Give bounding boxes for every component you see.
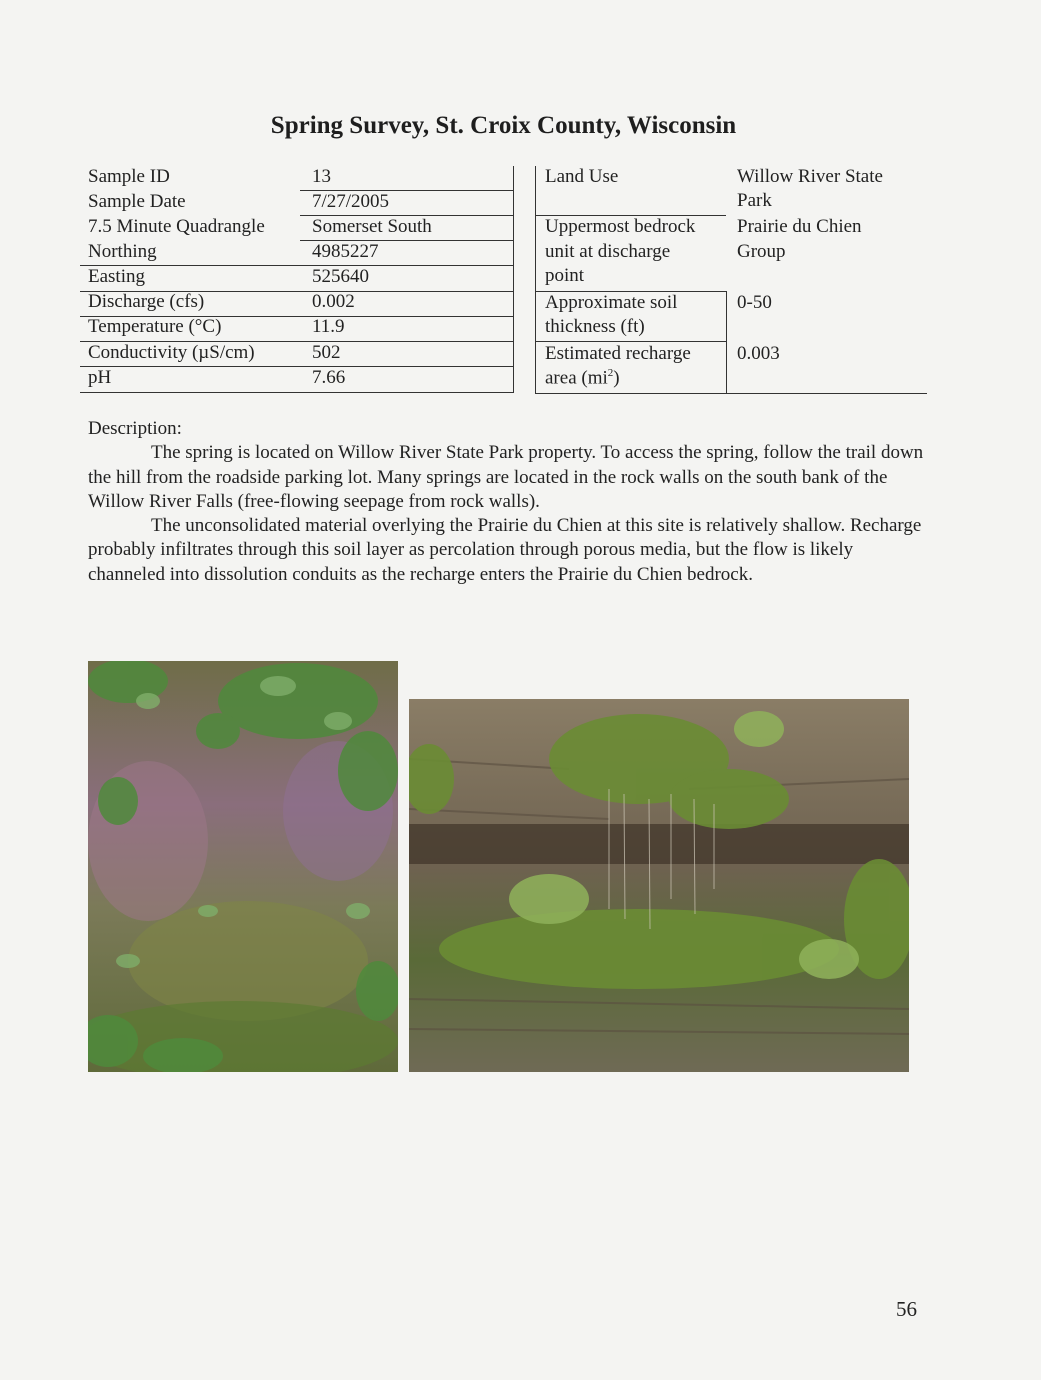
spring-photo-right [409, 699, 909, 1072]
land-use-value-line2: Park [737, 190, 772, 211]
spring-photo-left [88, 661, 398, 1072]
row-rule [80, 392, 513, 393]
rock-wall-vegetation-image [88, 661, 398, 1072]
row-label-northing: Northing [88, 241, 157, 262]
description-section [88, 417, 928, 587]
row-label-sample-date: Sample Date [88, 191, 186, 212]
soil-label-line2: thickness (ft) [545, 316, 645, 337]
row-label-easting: Easting [88, 266, 145, 287]
table-left-border [535, 166, 536, 393]
row-label-sample-id: Sample ID [88, 166, 170, 187]
bedrock-label-line3: point [545, 265, 585, 286]
recharge-label-line2 [545, 367, 620, 389]
description-paragraph-1: The spring is located on Willow River State Park property. To access the spring, follow the trail down the hill from the roadside parking lot. Many springs are located in the rock walls on the south bank of the Willow River Falls (free-flowing seepage from rock walls). [88, 442, 924, 512]
row-label-conductivity: Conductivity (µS/cm) [88, 342, 255, 363]
recharge-label-text: area (mi [545, 367, 608, 389]
row-value-ph: 7.66 [312, 367, 346, 388]
table-divider [513, 166, 514, 393]
bedrock-label-line2: unit at discharge [545, 241, 671, 262]
row-label-quadrangle: 7.5 Minute Quadrangle [88, 216, 265, 237]
recharge-label-line1: Estimated recharge [545, 343, 691, 364]
land-use-label: Land Use [545, 166, 619, 187]
soil-label-line1: Approximate soil [545, 292, 678, 313]
recharge-label-superscript: 2 [607, 367, 614, 379]
row-value-discharge: 0.002 [312, 291, 355, 312]
row-value-temperature: 11.9 [312, 316, 345, 337]
row-rule [80, 366, 513, 367]
row-value-easting: 525640 [312, 266, 369, 287]
land-use-value-line1: Willow River State [737, 166, 883, 187]
row-label-temperature: Temperature (°C) [88, 316, 222, 337]
description-label: Description: [88, 418, 182, 439]
table-column-divider [726, 291, 727, 393]
page-title: Spring Survey, St. Croix County, Wisconsin [270, 112, 737, 139]
row-value-quadrangle: Somerset South [312, 216, 432, 237]
bedrock-value-line1: Prairie du Chien [737, 216, 862, 237]
row-value-sample-id: 13 [312, 166, 331, 187]
row-value-northing: 4985227 [312, 241, 379, 262]
row-value-sample-date: 7/27/2005 [312, 191, 390, 212]
row-rule [535, 393, 927, 394]
description-paragraph-2: The unconsolidated material overlying the Prairie du Chien at this site is relatively shallow. Recharge probably infiltrates through this soil layer as percolation through porous media, but the flow is likely channeled into dissolution conduits as the recharge enters the Prairie du Chien bedrock. [88, 515, 922, 585]
page-number: 56 [896, 1297, 917, 1321]
row-label-discharge: Discharge (cfs) [88, 291, 205, 312]
row-rule [535, 341, 726, 342]
recharge-value: 0.003 [737, 343, 780, 364]
soil-value: 0-50 [737, 292, 772, 313]
row-value-conductivity: 502 [312, 342, 341, 363]
recharge-label-close: ) [613, 367, 620, 389]
bedrock-value-line2: Group [737, 241, 786, 262]
seepage-rock-wall-image [409, 699, 909, 1072]
bedrock-label-line1: Uppermost bedrock [545, 216, 696, 237]
row-label-ph: pH [88, 367, 112, 388]
